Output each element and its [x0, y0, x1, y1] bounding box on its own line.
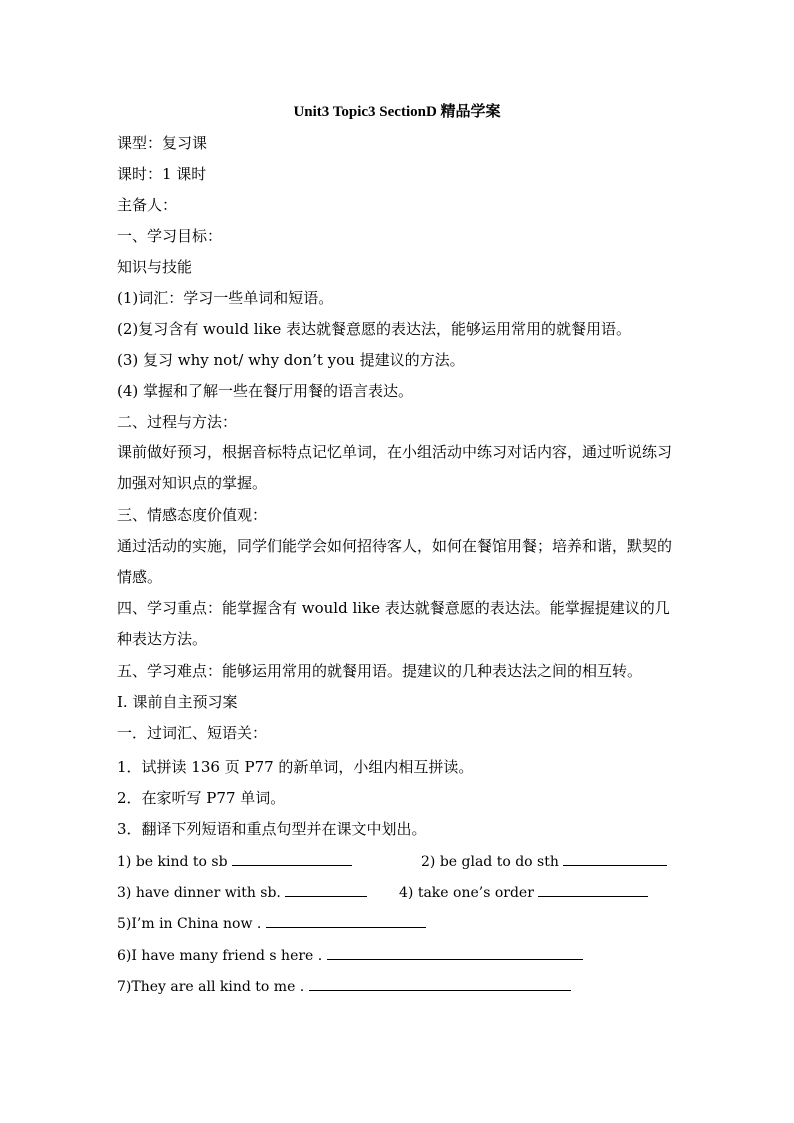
exercise-item: [117, 882, 367, 903]
answer-blank[interactable]: [285, 882, 367, 897]
exercise-prompt: 3) have dinner with sb.: [117, 885, 281, 901]
exercise-item: [117, 851, 352, 872]
answer-blank[interactable]: [232, 851, 352, 866]
preview-heading: I. 课前自主预习案: [117, 693, 238, 711]
exercise-item: [399, 882, 648, 903]
answer-blank[interactable]: [309, 976, 571, 991]
answer-blank[interactable]: [266, 913, 426, 928]
goals-heading: 一、学习目标：: [117, 227, 223, 245]
exercise-prompt: 4) take one’s order: [399, 885, 534, 901]
exercise-item: [117, 913, 426, 934]
exercise-prompt: 2) be glad to do sth: [421, 854, 559, 870]
preview-subheading: 一．过词汇、短语关：: [117, 724, 268, 742]
emotion-heading: 三、情感态度价值观：: [117, 506, 268, 524]
lesson-type: 课型：复习课: [117, 134, 208, 152]
exercise-prompt: 6)I have many friend s here .: [117, 948, 323, 964]
preview-step: 1．试拼读 136 页 P77 的新单词，小组内相互拼读。: [117, 758, 474, 776]
goal-item: (3) 复习 why not/ why don’t you 提建议的方法。: [117, 351, 465, 369]
goals-subheading: 知识与技能: [117, 258, 193, 276]
preview-step: 3．翻译下列短语和重点句型并在课文中划出。: [117, 820, 427, 838]
exercise-prompt: 1) be kind to sb: [117, 854, 228, 870]
lesson-period: 课时：1 课时: [117, 165, 207, 183]
answer-blank[interactable]: [538, 882, 648, 897]
exercise-item: [117, 976, 571, 997]
exercise-item: [421, 851, 667, 872]
process-heading: 二、过程与方法：: [117, 413, 238, 431]
page-title: Unit3 Topic3 SectionD 精品学案: [293, 104, 501, 120]
answer-blank[interactable]: [563, 851, 667, 866]
answer-blank[interactable]: [327, 945, 583, 960]
goal-item: (4) 掌握和了解一些在餐厅用餐的语言表达。: [117, 382, 414, 400]
key-points: 四、学习重点：能掌握含有 would like 表达就餐意愿的表达法。能掌握提建议的几种表达方法。: [117, 599, 670, 648]
exercise-prompt: 7)They are all kind to me .: [117, 979, 305, 995]
exercise-prompt: 5)I’m in China now .: [117, 916, 262, 932]
goal-item: (2)复习含有 would like 表达就餐意愿的表达法，能够运用常用的就餐用语。: [117, 320, 632, 338]
emotion-text: 通过活动的实施，同学们能学会如何招待客人，如何在餐馆用餐；培养和谐，默契的情感。: [117, 537, 673, 586]
process-text: 课前做好预习，根据音标特点记忆单词，在小组活动中练习对话内容，通过听说练习加强对知识点的掌握。: [117, 443, 673, 492]
difficult-points: 五、学习难点：能够运用常用的就餐用语。提建议的几种表达法之间的相互转。: [117, 662, 643, 680]
lesson-preparer: 主备人：: [117, 196, 178, 214]
preview-step: 2．在家听写 P77 单词。: [117, 789, 286, 807]
exercise-item: [117, 945, 583, 966]
goal-item: (1)词汇：学习一些单词和短语。: [117, 289, 334, 307]
